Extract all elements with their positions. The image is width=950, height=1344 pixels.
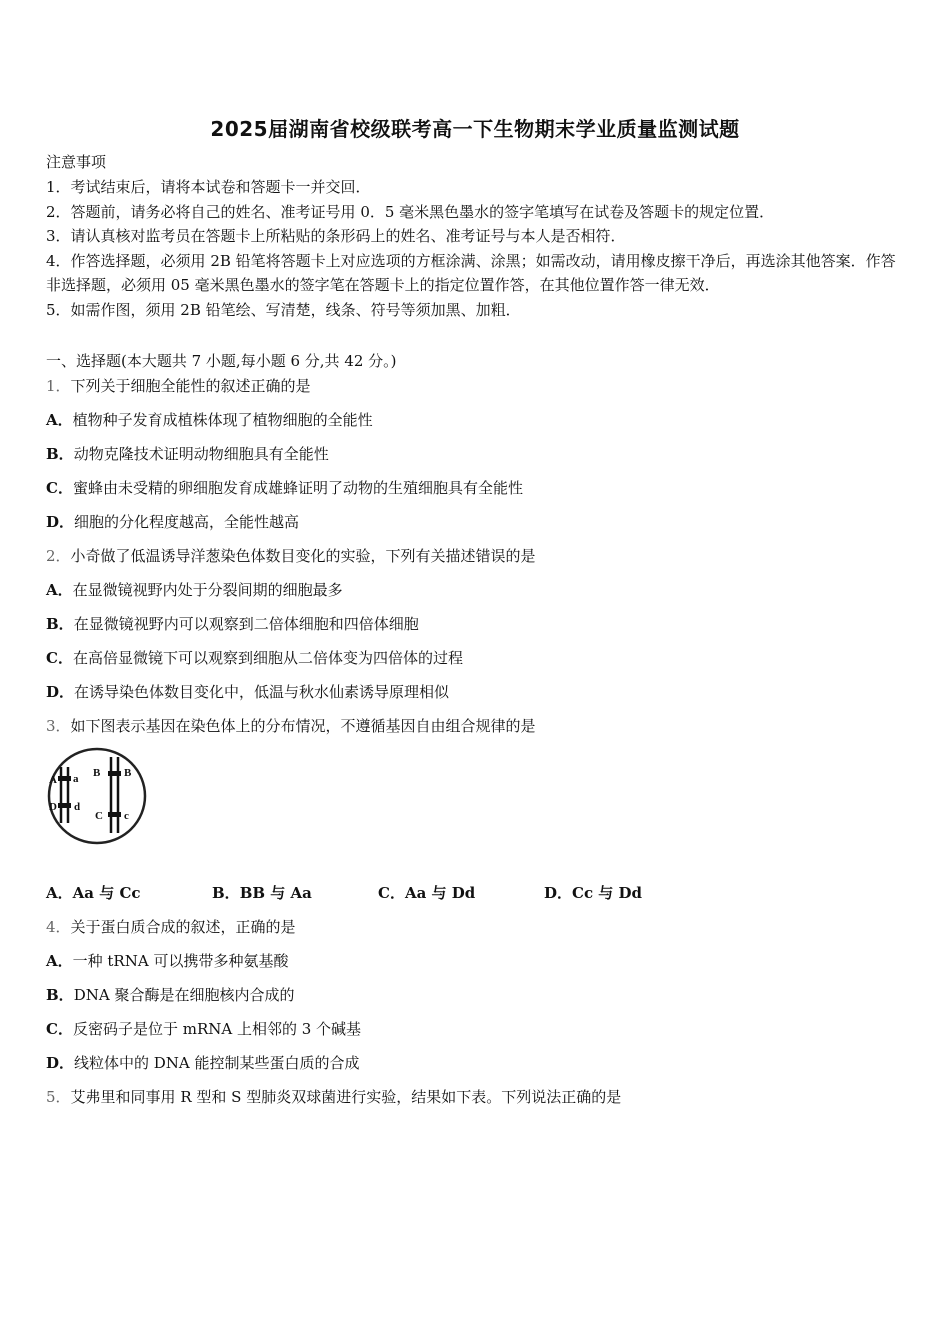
option-text: Aa 与 Dd — [404, 884, 476, 902]
gene-label: B — [124, 767, 132, 779]
gene-locus — [108, 812, 121, 817]
notice-list — [46, 175, 904, 322]
question-text: 关于蛋白质合成的叙述，正确的是 — [70, 918, 296, 936]
section-heading: 一、选择题(本大题共 7 小题,每小题 6 分,共 42 分。) — [46, 352, 397, 370]
option-item — [46, 950, 288, 971]
option-letter: B． — [46, 615, 74, 633]
option-text: 在显微镜视野内可以观察到二倍体细胞和四倍体细胞 — [73, 615, 419, 633]
notice-item: 1．考试结束后，请将本试卷和答题卡一并交回． — [46, 178, 371, 196]
option-item — [46, 443, 329, 464]
gene-label: B — [93, 767, 101, 779]
option-letter: D． — [46, 513, 75, 531]
question-stem — [46, 1086, 621, 1107]
option-letter: C． — [46, 1020, 73, 1038]
option-letter: A． — [46, 952, 73, 970]
notice-item: 3．请认真核对监考员在答题卡上所粘贴的条形码上的姓名、准考证号与本人是否相符． — [46, 227, 626, 245]
option-text: Aa 与 Cc — [72, 884, 141, 902]
question-number: 1． — [46, 377, 71, 395]
option-item — [46, 984, 294, 1005]
option-text: 蜜蜂由未受精的卵细胞发育成雄蜂证明了动物的生殖细胞具有全能性 — [72, 479, 523, 497]
question-text: 下列关于细胞全能性的叙述正确的是 — [70, 377, 311, 395]
question-text: 小奇做了低温诱导洋葱染色体数目变化的实验，下列有关描述错误的是 — [70, 547, 536, 565]
option-text: 植物种子发育成植株体现了植物细胞的全能性 — [72, 411, 373, 429]
option-letter: A． — [46, 884, 73, 902]
gene-locus — [58, 776, 71, 781]
question-text: 艾弗里和同事用 R 型和 S 型肺炎双球菌进行实验，结果如下表。下列说法正确的是 — [70, 1088, 622, 1106]
question-number: 5． — [46, 1088, 71, 1106]
option-item — [46, 681, 449, 702]
option-letter: A． — [46, 581, 73, 599]
option-item — [46, 511, 299, 532]
question-text: 如下图表示基因在染色体上的分布情况，不遵循基因自由组合规律的是 — [70, 717, 536, 735]
gene-label: d — [74, 801, 81, 813]
option-item — [46, 1018, 361, 1039]
option-item — [46, 409, 373, 430]
gene-label: c — [124, 810, 129, 822]
question-number: 4． — [46, 918, 71, 936]
page-title: 2025届湖南省校级联考高一下生物期末学业质量监测试题 — [210, 117, 740, 141]
option-letter: A． — [46, 411, 73, 429]
option-text: 细胞的分化程度越高，全能性越高 — [74, 513, 300, 531]
option-item — [46, 579, 343, 600]
notice-item: 5．如需作图，须用 2B 铅笔绘、写清楚，线条、符号等须加黑、加粗． — [46, 300, 521, 319]
option-item — [46, 477, 523, 498]
gene-label: D — [49, 801, 57, 813]
option-letter: C． — [46, 649, 73, 667]
notice-heading: 注意事项 — [46, 153, 107, 171]
option-letter: D． — [46, 683, 75, 701]
option-text: 线粒体中的 DNA 能控制某些蛋白质的合成 — [74, 1054, 360, 1072]
option-text: 在显微镜视野内处于分裂间期的细胞最多 — [72, 581, 343, 599]
gene-label: C — [95, 810, 103, 822]
option-item — [46, 882, 212, 903]
question-stem — [46, 715, 536, 736]
option-text: BB 与 Aa — [239, 884, 312, 902]
option-letter: B． — [212, 884, 240, 902]
option-letter: B． — [46, 445, 74, 463]
question-number: 2． — [46, 547, 71, 565]
gene-locus — [108, 771, 121, 776]
gene-label: a — [73, 773, 79, 785]
option-text: 动物克隆技术证明动物细胞具有全能性 — [73, 445, 329, 463]
question-number: 3． — [46, 717, 71, 735]
option-letter: C． — [378, 884, 405, 902]
option-item — [212, 882, 378, 903]
option-letter: D． — [544, 884, 573, 902]
option-text: 在高倍显微镜下可以观察到细胞从二倍体变为四倍体的过程 — [72, 649, 463, 667]
option-item — [378, 882, 544, 903]
question-stem — [46, 545, 536, 566]
notice-item: 4．作答选择题，必须用 2B 铅笔将答题卡上对应选项的方框涂满、涂黑；如需改动，请用橡皮擦干净后，再选涂其他答案．作答非选择题，必须用 05 毫米黑色墨水的签字笔在答题卡上的指定位置作答，在其他位置作答一律无效． — [46, 251, 896, 294]
question-stem — [46, 916, 296, 937]
option-item — [544, 882, 710, 903]
question-stem — [46, 375, 311, 396]
option-text: 反密码子是位于 mRNA 上相邻的 3 个碱基 — [72, 1020, 362, 1038]
option-letter: C． — [46, 479, 73, 497]
gene-label: A — [49, 774, 57, 786]
cell-outline — [49, 749, 145, 843]
option-text: 一种 tRNA 可以携带多种氨基酸 — [72, 952, 289, 970]
notice-item: 2．答题前，请务必将自己的姓名、准考证号用 0．5 毫米黑色墨水的签字笔填写在试卷及答题卡的规定位置． — [46, 202, 775, 221]
option-text: DNA 聚合酶是在细胞核内合成的 — [73, 986, 295, 1004]
option-item — [46, 1052, 360, 1073]
option-text: 在诱导染色体数目变化中，低温与秋水仙素诱导原理相似 — [74, 683, 450, 701]
option-row — [46, 882, 710, 903]
option-text: Cc 与 Dd — [572, 884, 643, 902]
option-item — [46, 647, 463, 668]
option-letter: B． — [46, 986, 74, 1004]
gene-locus — [58, 803, 71, 808]
option-letter: D． — [46, 1054, 75, 1072]
option-item — [46, 613, 419, 634]
chromosome-diagram — [45, 745, 149, 847]
